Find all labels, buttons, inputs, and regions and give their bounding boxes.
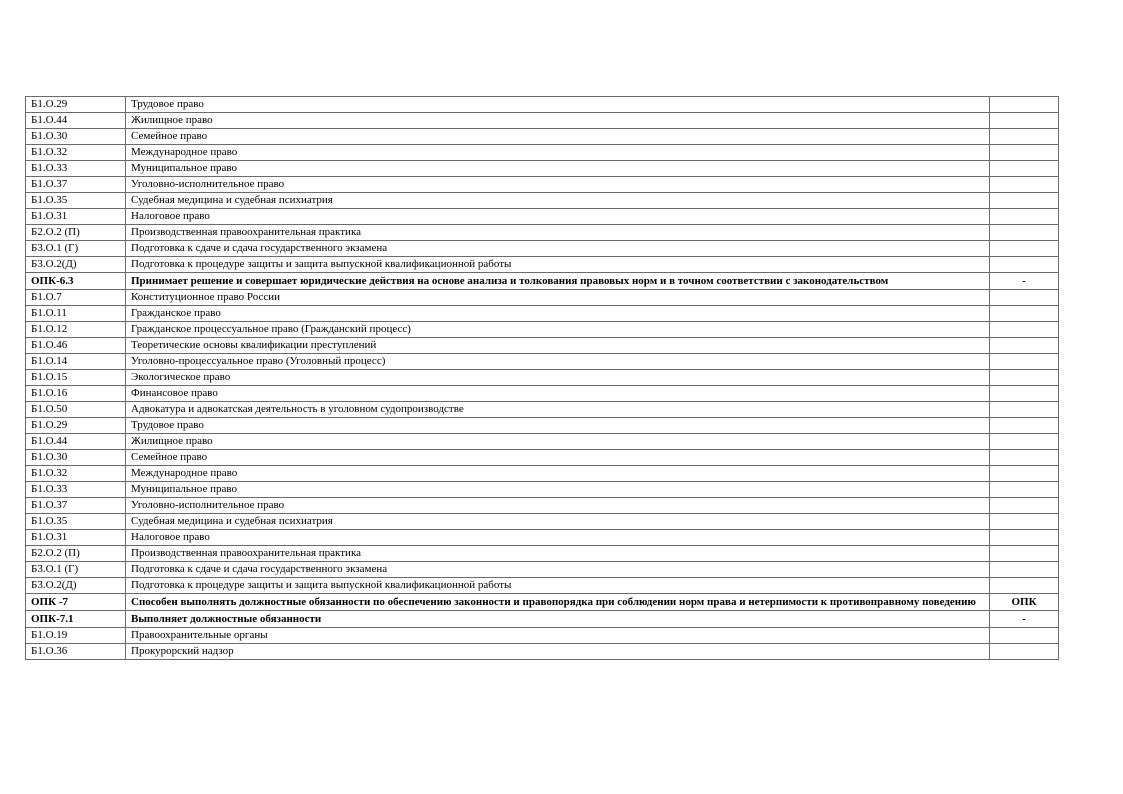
competency-description: Выполняет должностные обязанности bbox=[126, 611, 990, 628]
discipline-code: Б1.О.31 bbox=[26, 530, 126, 546]
competency-category bbox=[990, 418, 1059, 434]
discipline-code: Б1.О.16 bbox=[26, 386, 126, 402]
discipline-row bbox=[26, 322, 1059, 338]
competency-table-body bbox=[26, 97, 1059, 660]
discipline-row bbox=[26, 129, 1059, 145]
discipline-code: Б2.О.2 (П) bbox=[26, 546, 126, 562]
discipline-name: Гражданское право bbox=[126, 306, 990, 322]
discipline-name: Уголовно-исполнительное право bbox=[126, 177, 990, 193]
discipline-row bbox=[26, 418, 1059, 434]
competency-category bbox=[990, 546, 1059, 562]
discipline-row bbox=[26, 466, 1059, 482]
competency-category bbox=[990, 466, 1059, 482]
discipline-name: Теоретические основы квалификации преступлений bbox=[126, 338, 990, 354]
discipline-row bbox=[26, 193, 1059, 209]
discipline-name: Налоговое право bbox=[126, 530, 990, 546]
competency-category bbox=[990, 354, 1059, 370]
competency-category bbox=[990, 434, 1059, 450]
discipline-code: Б1.О.44 bbox=[26, 434, 126, 450]
competency-category bbox=[990, 209, 1059, 225]
discipline-row bbox=[26, 578, 1059, 594]
discipline-row bbox=[26, 338, 1059, 354]
competency-category: - bbox=[990, 611, 1059, 628]
discipline-row bbox=[26, 161, 1059, 177]
discipline-code: Б1.О.50 bbox=[26, 402, 126, 418]
discipline-code: Б1.О.30 bbox=[26, 129, 126, 145]
competency-category bbox=[990, 482, 1059, 498]
competency-category bbox=[990, 97, 1059, 113]
competency-category bbox=[990, 530, 1059, 546]
discipline-name: Трудовое право bbox=[126, 97, 990, 113]
discipline-name: Прокурорский надзор bbox=[126, 644, 990, 660]
discipline-name: Производственная правоохранительная практика bbox=[126, 546, 990, 562]
discipline-row bbox=[26, 97, 1059, 113]
discipline-name: Уголовно-процессуальное право (Уголовный процесс) bbox=[126, 354, 990, 370]
competency-table bbox=[25, 96, 1059, 660]
competency-header-row bbox=[26, 594, 1059, 611]
discipline-code: Б1.О.19 bbox=[26, 628, 126, 644]
discipline-name: Муниципальное право bbox=[126, 161, 990, 177]
competency-category bbox=[990, 129, 1059, 145]
competency-category bbox=[990, 338, 1059, 354]
discipline-row bbox=[26, 290, 1059, 306]
competency-code: ОПК -7 bbox=[26, 594, 126, 611]
competency-category bbox=[990, 225, 1059, 241]
competency-category bbox=[990, 145, 1059, 161]
competency-code: ОПК-6.3 bbox=[26, 273, 126, 290]
discipline-row bbox=[26, 145, 1059, 161]
discipline-code: Б1.О.32 bbox=[26, 466, 126, 482]
discipline-row bbox=[26, 562, 1059, 578]
discipline-name: Подготовка к сдаче и сдача государственного экзамена bbox=[126, 241, 990, 257]
discipline-row bbox=[26, 546, 1059, 562]
competency-category bbox=[990, 514, 1059, 530]
discipline-row bbox=[26, 434, 1059, 450]
discipline-name: Международное право bbox=[126, 466, 990, 482]
discipline-row bbox=[26, 386, 1059, 402]
discipline-row bbox=[26, 354, 1059, 370]
competency-header-row bbox=[26, 273, 1059, 290]
discipline-code: Б1.О.36 bbox=[26, 644, 126, 660]
discipline-name: Конституционное право России bbox=[126, 290, 990, 306]
discipline-name: Подготовка к процедуре защиты и защита выпускной квалификационной работы bbox=[126, 578, 990, 594]
discipline-code: Б1.О.14 bbox=[26, 354, 126, 370]
discipline-row bbox=[26, 257, 1059, 273]
discipline-row bbox=[26, 225, 1059, 241]
discipline-code: Б3.О.1 (Г) bbox=[26, 241, 126, 257]
discipline-code: Б1.О.44 bbox=[26, 113, 126, 129]
discipline-row bbox=[26, 482, 1059, 498]
discipline-row bbox=[26, 450, 1059, 466]
discipline-code: Б1.О.37 bbox=[26, 498, 126, 514]
competency-category bbox=[990, 161, 1059, 177]
discipline-row bbox=[26, 514, 1059, 530]
competency-category bbox=[990, 628, 1059, 644]
discipline-name: Судебная медицина и судебная психиатрия bbox=[126, 193, 990, 209]
discipline-row bbox=[26, 402, 1059, 418]
discipline-row bbox=[26, 306, 1059, 322]
discipline-row bbox=[26, 209, 1059, 225]
discipline-row bbox=[26, 177, 1059, 193]
discipline-code: Б1.О.30 bbox=[26, 450, 126, 466]
competency-category bbox=[990, 450, 1059, 466]
competency-category bbox=[990, 257, 1059, 273]
competency-category bbox=[990, 386, 1059, 402]
discipline-code: Б1.О.37 bbox=[26, 177, 126, 193]
competency-category bbox=[990, 113, 1059, 129]
discipline-code: Б3.О.2(Д) bbox=[26, 578, 126, 594]
competency-category bbox=[990, 370, 1059, 386]
competency-category bbox=[990, 177, 1059, 193]
discipline-name: Уголовно-исполнительное право bbox=[126, 498, 990, 514]
discipline-name: Судебная медицина и судебная психиатрия bbox=[126, 514, 990, 530]
competency-category bbox=[990, 241, 1059, 257]
discipline-row bbox=[26, 644, 1059, 660]
discipline-name: Экологическое право bbox=[126, 370, 990, 386]
discipline-code: Б1.О.15 bbox=[26, 370, 126, 386]
competency-header-row bbox=[26, 611, 1059, 628]
discipline-name: Жилищное право bbox=[126, 113, 990, 129]
discipline-row bbox=[26, 113, 1059, 129]
discipline-name: Трудовое право bbox=[126, 418, 990, 434]
discipline-row bbox=[26, 370, 1059, 386]
discipline-name: Семейное право bbox=[126, 129, 990, 145]
discipline-name: Муниципальное право bbox=[126, 482, 990, 498]
competency-category bbox=[990, 193, 1059, 209]
competency-code: ОПК-7.1 bbox=[26, 611, 126, 628]
discipline-name: Адвокатура и адвокатская деятельность в уголовном судопроизводстве bbox=[126, 402, 990, 418]
discipline-name: Правоохранительные органы bbox=[126, 628, 990, 644]
discipline-name: Финансовое право bbox=[126, 386, 990, 402]
discipline-name: Подготовка к сдаче и сдача государственного экзамена bbox=[126, 562, 990, 578]
competency-category bbox=[990, 578, 1059, 594]
discipline-name: Подготовка к процедуре защиты и защита выпускной квалификационной работы bbox=[126, 257, 990, 273]
discipline-code: Б1.О.35 bbox=[26, 193, 126, 209]
discipline-name: Семейное право bbox=[126, 450, 990, 466]
discipline-code: Б1.О.33 bbox=[26, 482, 126, 498]
discipline-name: Налоговое право bbox=[126, 209, 990, 225]
competency-description: Принимает решение и совершает юридические действия на основе анализа и толкования правовых норм и в точном соответствии с законодательством bbox=[126, 273, 990, 290]
discipline-code: Б1.О.35 bbox=[26, 514, 126, 530]
competency-description: Способен выполнять должностные обязанности по обеспечению законности и правопорядка при соблюдении норм права и нетерпимости к противоправному поведению bbox=[126, 594, 990, 611]
competency-category: - bbox=[990, 273, 1059, 290]
discipline-code: Б1.О.46 bbox=[26, 338, 126, 354]
competency-category bbox=[990, 498, 1059, 514]
discipline-code: Б1.О.29 bbox=[26, 97, 126, 113]
discipline-code: Б1.О.29 bbox=[26, 418, 126, 434]
discipline-code: Б1.О.7 bbox=[26, 290, 126, 306]
discipline-code: Б1.О.33 bbox=[26, 161, 126, 177]
discipline-code: Б1.О.31 bbox=[26, 209, 126, 225]
discipline-code: Б1.О.32 bbox=[26, 145, 126, 161]
discipline-name: Гражданское процессуальное право (Гражданский процесс) bbox=[126, 322, 990, 338]
discipline-code: Б3.О.2(Д) bbox=[26, 257, 126, 273]
discipline-name: Производственная правоохранительная практика bbox=[126, 225, 990, 241]
discipline-row bbox=[26, 498, 1059, 514]
discipline-code: Б1.О.12 bbox=[26, 322, 126, 338]
discipline-code: Б2.О.2 (П) bbox=[26, 225, 126, 241]
discipline-row bbox=[26, 241, 1059, 257]
competency-category bbox=[990, 402, 1059, 418]
competency-category bbox=[990, 322, 1059, 338]
discipline-code: Б1.О.11 bbox=[26, 306, 126, 322]
competency-category bbox=[990, 306, 1059, 322]
competency-category bbox=[990, 290, 1059, 306]
competency-category bbox=[990, 562, 1059, 578]
discipline-row bbox=[26, 628, 1059, 644]
discipline-code: Б3.О.1 (Г) bbox=[26, 562, 126, 578]
competency-category bbox=[990, 644, 1059, 660]
discipline-name: Жилищное право bbox=[126, 434, 990, 450]
discipline-name: Международное право bbox=[126, 145, 990, 161]
competency-category: ОПК bbox=[990, 594, 1059, 611]
discipline-row bbox=[26, 530, 1059, 546]
